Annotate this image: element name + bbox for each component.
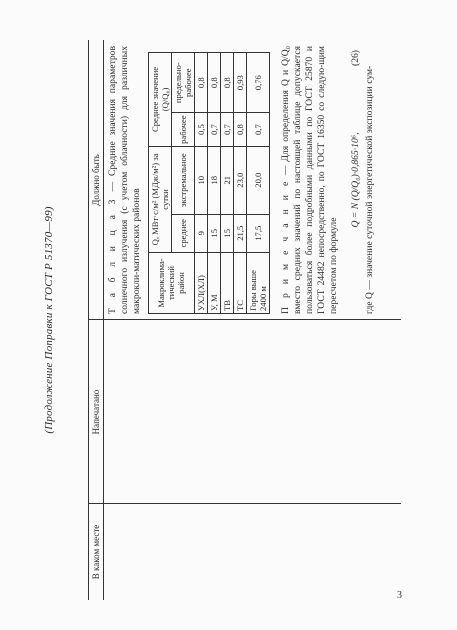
cell-avg: 17,5 bbox=[246, 214, 269, 252]
cell-ext: 10 bbox=[194, 146, 207, 214]
cell-work: 0,8 bbox=[233, 113, 246, 147]
cell-work: 0,5 bbox=[194, 113, 207, 147]
cell-region: ТВ bbox=[220, 253, 233, 314]
cell-ext: 23,0 bbox=[233, 146, 246, 214]
cell-avg: 15 bbox=[207, 214, 220, 252]
table-caption bbox=[107, 46, 144, 314]
head-q: Q, МВт·с/м² (МДж/м²) за сутки bbox=[148, 146, 171, 252]
caption-label: Т а б л и ц а 3 bbox=[107, 197, 118, 314]
head-q-ext: экстремальное bbox=[171, 146, 194, 214]
head-ratio-lim: предельно-рабочее bbox=[171, 53, 194, 113]
cell-ext: 18 bbox=[207, 146, 220, 214]
formula-number: (26) bbox=[350, 50, 362, 66]
cell-region: У, М bbox=[207, 253, 220, 314]
cell-ext: 21 bbox=[220, 146, 233, 214]
formula-explanation: где Q — значение суточной энергетической экспозиции сум- bbox=[364, 65, 376, 314]
cell-region: УХЛ(ХЛ) bbox=[194, 253, 207, 314]
header-rule bbox=[103, 40, 104, 600]
cell-region: Горы выше 2400 м bbox=[246, 253, 269, 314]
column-divider bbox=[89, 503, 401, 504]
cell-work: 0,7 bbox=[246, 113, 269, 147]
cell-lim: 0,76 bbox=[246, 53, 269, 113]
head-region: Макроклима-тический район bbox=[148, 253, 194, 314]
head-q-avg: среднее bbox=[171, 214, 194, 252]
column-header-should-be: Должно быть bbox=[91, 154, 101, 206]
cell-lim: 0,8 bbox=[207, 53, 220, 113]
cell-work: 0,7 bbox=[207, 113, 220, 147]
note-text: — Для определения Q и Q/Q₀ вместо средних значений по настоящей таблице допускается пользоваться более подробными данными по ГОСТ 25870 и ГОСТ 24482 непосредственно, по ГОСТ 16350 со следую-щим пересчетом по формуле bbox=[279, 46, 340, 314]
cell-lim: 0,93 bbox=[233, 53, 246, 113]
parameters-table bbox=[148, 52, 270, 314]
head-ratio-work: рабочее bbox=[171, 113, 194, 147]
page-header: (Продолжение Поправки к ГОСТ Р 51370—99) bbox=[43, 206, 55, 434]
cell-ext: 20,0 bbox=[246, 146, 269, 214]
cell-avg: 15 bbox=[220, 214, 233, 252]
table-note bbox=[280, 46, 341, 314]
formula bbox=[350, 46, 362, 314]
should-be-content bbox=[107, 46, 377, 314]
cell-work: 0,7 bbox=[220, 113, 233, 147]
column-header-printed: Напечатано bbox=[91, 389, 101, 435]
column-header-place: В каком месте bbox=[91, 524, 101, 580]
table-row bbox=[207, 53, 220, 314]
table-row bbox=[194, 53, 207, 314]
cell-avg: 21,5 bbox=[233, 214, 246, 252]
caption-text: — Средние значения параметров солнечного излучения (с учетом облачности) для различных макрокли-матических районов bbox=[107, 46, 143, 314]
table-row bbox=[246, 53, 269, 314]
table-row bbox=[233, 53, 246, 314]
cell-lim: 0,8 bbox=[220, 53, 233, 113]
head-ratio: Среднее значение (Q/Q₀) bbox=[148, 53, 171, 147]
rotated-sheet bbox=[40, 40, 400, 600]
table-row bbox=[220, 53, 233, 314]
cell-region: ТС bbox=[233, 253, 246, 314]
note-label: П р и м е ч а н и е bbox=[279, 179, 291, 314]
cell-lim: 0,8 bbox=[194, 53, 207, 113]
formula-expression: Q = N (Q/Q₀)·0,865·10⁶, bbox=[350, 132, 362, 228]
cell-avg: 9 bbox=[194, 214, 207, 252]
correction-table bbox=[88, 40, 401, 600]
column-divider bbox=[89, 319, 401, 320]
page-number: 3 bbox=[397, 590, 402, 601]
